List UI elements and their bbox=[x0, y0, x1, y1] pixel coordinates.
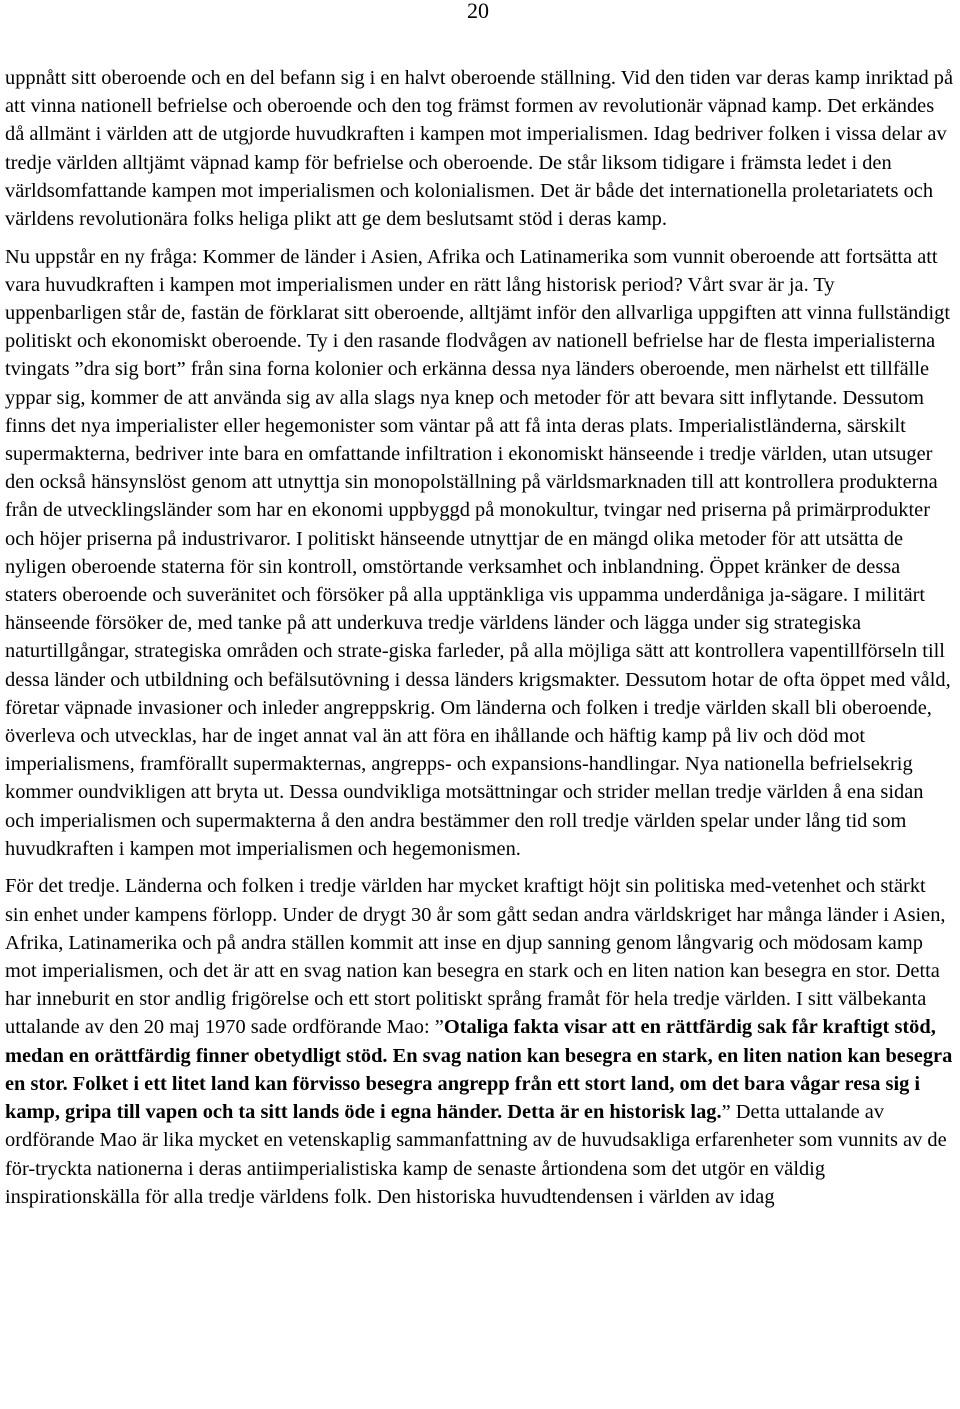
page-number: 20 bbox=[467, 0, 489, 23]
bold-quote: Otaliga fakta visar att en rättfärdig sak får kraftigt stöd, medan en orättfärdig finner obetydligt stöd. En svag nation kan besegra en stark, en liten nation kan besegra en stor. Folket i ett litet land kan förvisso besegra angrepp från ett stort land, om det bara vågar resa sig i kamp, gripa till vapen och ta sitt lands öde i egna händer. Detta är en historisk lag. bbox=[5, 1016, 953, 1124]
paragraph bbox=[5, 872, 953, 1210]
text-segment: För det tredje. Länderna och folken i tredje världen har mycket kraftigt höjt sin politiska med-vetenhet och stärkt sin enhet under kampens förlopp. Under de drygt 30 år som gått sedan andra världskriget har många länder i Asien, Afrika, Latinamerika och på andra ställen kommit att inse en djup sanning genom långvarig och mödosam kamp mot imperialismen, och det är att en svag nation kan besegra en stark och en liten nation kan besegra en stor. Detta har inneburit en stor andlig frigörelse och ett stort politiskt språng framåt för hela tredje världen. I sitt välbekanta uttalande av den 20 maj 1970 sade ordförande Mao: ” bbox=[5, 875, 946, 1039]
paragraph bbox=[5, 64, 953, 233]
page-body bbox=[5, 64, 953, 1220]
paragraph bbox=[5, 243, 953, 863]
text-segment: uppnått sitt oberoende och en del befann sig i en halvt oberoende ställning. Vid den tiden var deras kamp inriktad på att vinna nationell befrielse och oberoende och den tog främst formen av revolutionär väpnad kamp. Det erkändes då allmänt i världen att de utgjorde huvudkraften i kampen mot imperialismen. Idag bedriver folken i vissa delar av tredje världen alltjämt väpnad kamp för befrielse och oberoende. De står liksom tidigare i främsta ledet i den världsomfattande kampen mot imperialismen och kolonialismen. Det är både det internationella proletariatets och världens revolutionära folks heliga plikt att ge dem beslutsamt stöd i deras kamp. bbox=[5, 67, 953, 231]
text-segment: ” Detta uttalande av ordförande Mao är lika mycket en vetenskaplig sammanfattning av de huvudsakliga erfarenheter som vunnits av de för-tryckta nationerna i deras antiimperialistiska kamp de senaste årtiondena som det utgör en väldig inspirationskälla för alla tredje världens folk. Den historiska huvudtendensen i världen av idag bbox=[5, 1101, 947, 1208]
text-segment: Nu uppstår en ny fråga: Kommer de länder i Asien, Afrika och Latinamerika som vunnit oberoende att fortsätta att vara huvudkraften i kampen mot imperialismen under en rätt lång historisk period? Vårt svar är ja. Ty uppenbarligen står de, fastän de förklarat sitt oberoende, alltjämt inför den allvarliga uppgiften att vinna fullständigt politiskt och ekonomiskt oberoende. Ty i den rasande flodvågen av nationell befrielse har de flesta imperialisterna tvingats ”dra sig bort” från sina forna kolonier och erkänna dessa nya länders oberoende, men närhelst ett tillfälle yppar sig, kommer de att använda sig av alla slags nya knep och metoder för att bevara sitt inflytande. Dessutom finns det nya imperialister eller hegemonister som väntar på att få inta deras plats. Imperialistländerna, särskilt supermakterna, bedriver inte bara en omfattande infiltration i ekonomiskt hänseende i tredje världen, utan utsuger den också hänsynslöst genom att utnyttja sin monopolställning på världsmarknaden till att kontrollera produkterna från de utvecklingsländer som har en ekonomi uppbyggd på monokultur, tvingar ned priserna på primärprodukter och höjer priserna på industrivaror. I politiskt hänseende utnyttjar de en mängd olika metoder för att utsätta de nyligen oberoende staterna för sin kontroll, omstörtande verksamhet och inblandning. Öppet kränker de dessa staters oberoende och suveränitet och försöker på alla upptänkliga vis uppamma underdåniga ja-sägare. I militärt hänseende försöker de, med tanke på att underkuva tredje världens länder och lägga under sig strategiska naturtillgångar, strategiska områden och strate-giska farleder, på alla möjliga sätt att kontrollera vapentillförseln till dessa länder och utbildning och befälsutövning i dessa länders krigsmakter. Dessutom hotar de ofta öppet med våld, företar väpnade invasioner och inleder angreppskrig. Om länderna och folken i tredje världen skall bli oberoende, överleva och utvecklas, har de inget annat val än att föra en ihållande och häftig kamp på liv och död mot imperialismens, framförallt supermakternas, angrepps- och expansions-handlingar. Nya nationella befrielsekrig kommer oundvikligen att bryta ut. Dessa oundvikliga motsättningar och strider mellan tredje världen å ena sidan och imperialismen och supermakterna å den andra bestämmer den roll tredje världen spelar under lång tid som huvudkraften i kampen mot imperialismen och hegemonismen. bbox=[5, 245, 951, 860]
